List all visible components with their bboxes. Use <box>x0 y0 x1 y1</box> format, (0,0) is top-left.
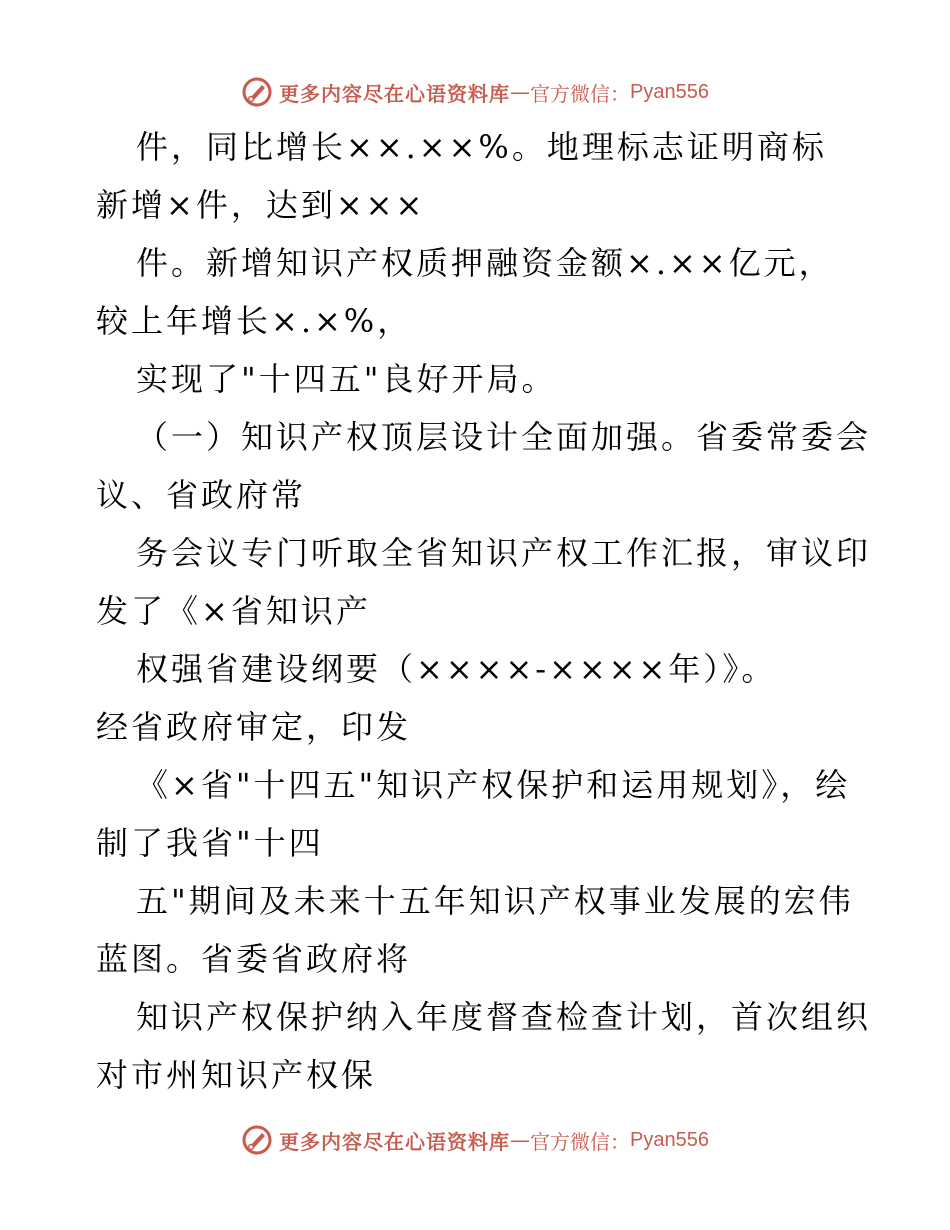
text-line: 五"期间及未来十五年知识产权事业发展的宏伟 <box>136 882 854 920</box>
text-line: 件。新增知识产权质押融资金额×.××亿元， <box>136 244 834 282</box>
text-line: 对市州知识产权保 <box>96 1056 377 1094</box>
watermark-wechat-label: 官方微信： <box>530 81 631 106</box>
text-line: 知识产权保护纳入年度督查检查计划，首次组织 <box>136 998 872 1036</box>
brush-logo-icon <box>241 76 273 108</box>
watermark-dash: — <box>510 1128 531 1152</box>
text-line: 发了《×省知识产 <box>96 592 371 630</box>
watermark-dash: — <box>510 80 531 104</box>
text-line: 《×省"十四五"知识产权保护和运用规划》，绘 <box>136 766 851 804</box>
watermark-wechat-label: 官方微信： <box>530 1129 631 1154</box>
watermark-footer <box>0 1120 950 1160</box>
text-line: （一）知识产权顶层设计全面加强。省委常委会 <box>136 418 872 456</box>
brush-logo-icon <box>241 1124 273 1156</box>
text-line: 实现了"十四五"良好开局。 <box>136 360 557 398</box>
text-line: 权强省建设纲要（××××-××××年）》。 <box>136 650 777 688</box>
document-body <box>96 118 872 1104</box>
watermark-title: 更多内容尽在心语资料库 <box>279 81 511 106</box>
text-line: 经省政府审定，印发 <box>96 708 412 746</box>
watermark-wechat-id: Pyan556 <box>630 1128 709 1151</box>
watermark-title: 更多内容尽在心语资料库 <box>279 1129 511 1154</box>
watermark-wechat-id: Pyan556 <box>630 80 709 103</box>
text-line: 较上年增长×.×%， <box>96 302 413 340</box>
text-line: 蓝图。省委省政府将 <box>96 940 412 978</box>
text-line: 议、省政府常 <box>96 476 307 514</box>
text-line: 新增×件，达到××× <box>96 186 426 224</box>
text-line: 制了我省"十四 <box>96 824 324 862</box>
text-line: 务会议专门听取全省知识产权工作汇报，审议印 <box>136 534 872 572</box>
watermark-header <box>0 72 950 112</box>
text-line: 件，同比增长××.××%。地理标志证明商标 <box>136 128 827 166</box>
